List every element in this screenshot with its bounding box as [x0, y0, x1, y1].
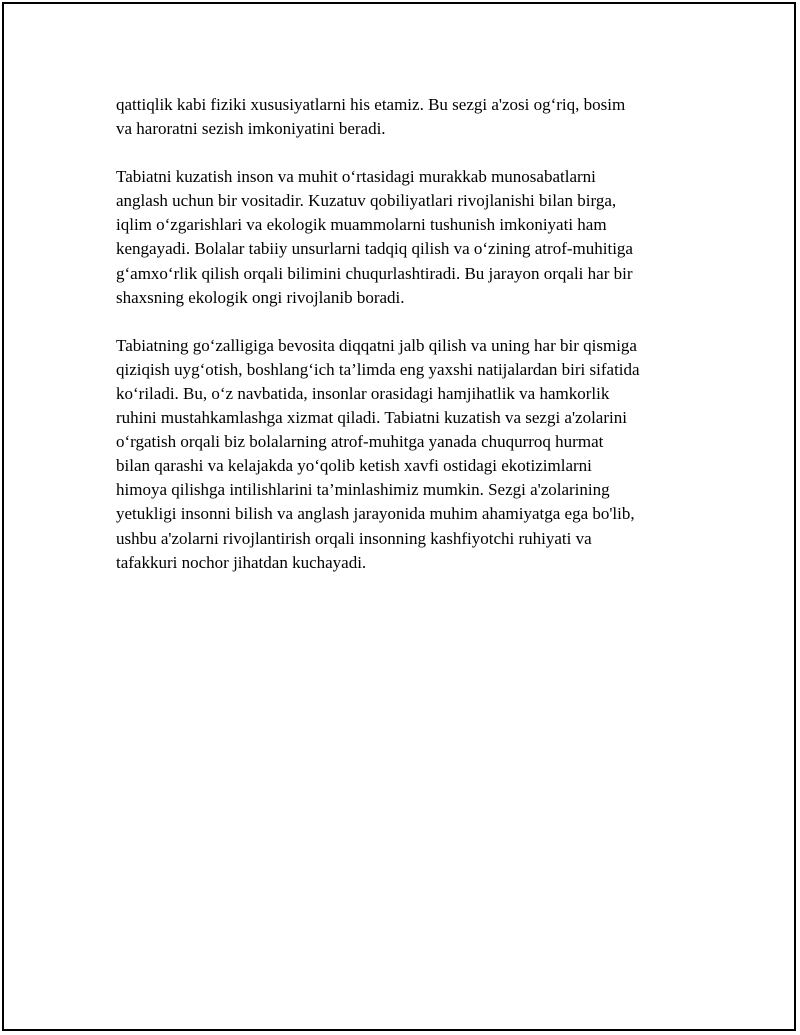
- text-line: ruhini mustahkamlashga xizmat qiladi. Tabiatni kuzatish va sezgi a'zolarini: [116, 408, 627, 428]
- text-line: anglash uchun bir vositadir. Kuzatuv qobiliyatlari rivojlanishi bilan birga,: [116, 191, 617, 211]
- paragraph-1: [116, 93, 706, 141]
- text-line: shaxsning ekologik ongi rivojlanib boradi.: [116, 287, 405, 307]
- paragraph-3: [116, 334, 706, 575]
- text-line: himoya qilishga intilishlarini ta’minlashimiz mumkin. Sezgi a'zolarining: [116, 480, 610, 500]
- text-line: o‘rgatish orqali biz bolalarning atrof-muhitga yanada chuqurroq hurmat: [116, 432, 604, 452]
- text-line: iqlim o‘zgarishlari va ekologik muammolarni tushunish imkoniyati ham: [116, 215, 607, 235]
- text-line: yetukligi insonni bilish va anglash jarayonida muhim ahamiyatga ega bo'lib,: [116, 504, 635, 524]
- text-line: g‘amxo‘rlik qilish orqali bilimini chuqurlashtiradi. Bu jarayon orqali har bir: [116, 263, 633, 283]
- text-line: Tabiatning go‘zalligiga bevosita diqqatni jalb qilish va uning har bir qismiga: [116, 335, 637, 355]
- paragraph-2: [116, 165, 706, 310]
- text-line: kengayadi. Bolalar tabiiy unsurlarni tadqiq qilish va o‘zining atrof-muhitiga: [116, 239, 633, 259]
- document-body: [116, 93, 706, 599]
- text-line: Tabiatni kuzatish inson va muhit o‘rtasidagi murakkab munosabatlarni: [116, 167, 596, 187]
- text-line: ushbu a'zolarni rivojlantirish orqali insonning kashfiyotchi ruhiyati va: [116, 528, 592, 548]
- text-line: bilan qarashi va kelajakda yo‘qolib ketish xavfi ostidagi ekotizimlarni: [116, 456, 592, 476]
- text-line: tafakkuri nochor jihatdan kuchayadi.: [116, 552, 367, 572]
- text-line: qiziqish uyg‘otish, boshlang‘ich ta’limda eng yaxshi natijalardan biri sifatida: [116, 359, 640, 379]
- text-line: ko‘riladi. Bu, o‘z navbatida, insonlar orasidagi hamjihatlik va hamkorlik: [116, 383, 610, 403]
- text-line: va haroratni sezish imkoniyatini beradi.: [116, 119, 386, 139]
- text-line: qattiqlik kabi fiziki xususiyatlarni his etamiz. Bu sezgi a'zosi og‘riq, bosim: [116, 95, 626, 114]
